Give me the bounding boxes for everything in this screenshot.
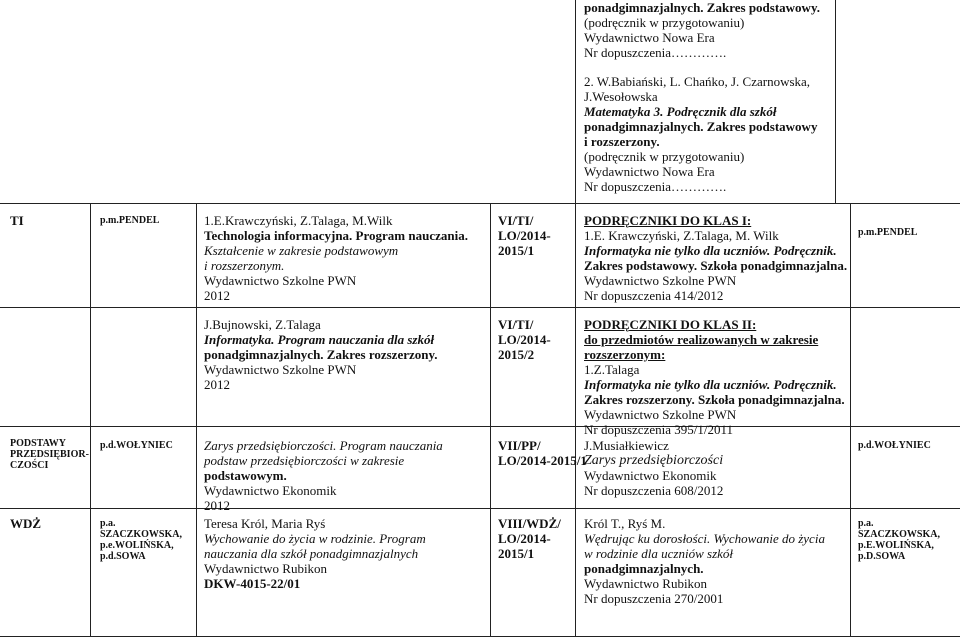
text-line: Informatyka nie tylko dla uczniów. Podręcznik.: [584, 377, 837, 392]
text-line: 2012: [204, 288, 230, 303]
subject-wdz: WDŻ: [10, 516, 42, 531]
text-line: 2012: [204, 377, 230, 392]
text-line: i rozszerzony.: [584, 134, 660, 149]
text-line: Nr dopuszczenia 270/2001: [584, 591, 724, 606]
text-line: 1.Z.Talaga: [584, 362, 640, 377]
text-line: PODSTAWY: [10, 438, 66, 449]
text-line: podstawowym.: [204, 468, 287, 483]
text-line: p.a.: [858, 518, 874, 529]
text-line: 2. W.Babiański, L. Chańko, J. Czarnowska,: [584, 74, 811, 89]
program-cell: [204, 213, 468, 303]
books-cell: [584, 438, 723, 498]
grid-line: [0, 307, 960, 308]
grid-line: [575, 203, 576, 637]
text-line: Wydawnictwo Szkolne PWN: [584, 273, 737, 288]
text-line: nauczania dla szkół ponadgimnazjalnych: [204, 546, 419, 561]
text-line: Wydawnictwo Ekonomik: [204, 483, 337, 498]
text-line: LO/2014-: [498, 332, 551, 347]
grid-line: [835, 0, 836, 203]
text-line: Informatyka. Program nauczania dla szkół: [204, 332, 435, 347]
text-line: J.Musiałkiewicz: [584, 438, 669, 453]
subject-pp: [10, 438, 89, 471]
text-line: Wydawnictwo Ekonomik: [584, 468, 717, 483]
text-line: SZACZKOWSKA,: [858, 529, 940, 540]
text-line: LO/2014-: [498, 531, 551, 546]
text-line: Wydawnictwo Szkolne PWN: [204, 362, 357, 377]
text-line: Wydawnictwo Rubikon: [204, 561, 328, 576]
text-line: (podręcznik w przygotowaniu): [584, 149, 745, 164]
text-line: PRZEDSIĘBIOR-: [10, 449, 89, 460]
program-number: [498, 516, 561, 561]
text-line: Zakres rozszerzony. Szkoła ponadgimnazjalna.: [584, 392, 845, 407]
subject-ti: TI: [10, 213, 24, 228]
books-cell: [584, 213, 847, 303]
text-line: 2015/1: [498, 243, 535, 258]
grid-line: [0, 203, 960, 204]
text-line: 2012: [204, 498, 230, 513]
text-line: Wydawnictwo Nowa Era: [584, 164, 715, 179]
grid-line: [0, 508, 960, 509]
text-line: (podręcznik w przygotowaniu): [584, 15, 745, 30]
text-line: Technologia informacyjna. Program nauczania.: [204, 228, 468, 243]
text-line: 2015/2: [498, 347, 535, 362]
text-line: p.D.SOWA: [858, 551, 906, 562]
text-line: VI/TI/: [498, 213, 534, 228]
text-line: DKW-4015-22/01: [204, 576, 301, 591]
text-line: Wydawnictwo Rubikon: [584, 576, 708, 591]
text-line: CZOŚCI: [10, 460, 49, 471]
text-line: 2015/1: [498, 546, 535, 561]
text-line: Nr dopuszczenia………….: [584, 179, 727, 194]
program-cell: [204, 516, 426, 591]
teacher: p.d.WOŁYNIEC: [100, 440, 173, 451]
text-line: Wędrując ku dorosłości. Wychowanie do życia: [584, 531, 825, 546]
text-line: Kształcenie w zakresie podstawowym: [204, 243, 399, 258]
grid-line: [490, 203, 491, 637]
text-line: Wydawnictwo Szkolne PWN: [204, 273, 357, 288]
text-line: i rozszerzonym.: [204, 258, 285, 273]
text-line: Matematyka 3. Podręcznik dla szkół: [584, 104, 777, 119]
text-line: p.E.WOLIŃSKA,: [858, 540, 934, 551]
text-line: LO/2014-2015/1: [498, 453, 587, 468]
text-line: ponadgimnazjalnych.: [584, 561, 704, 576]
program-number: [498, 317, 551, 362]
grid-line: [850, 203, 851, 637]
text-line: J.Bujnowski, Z.Talaga: [204, 317, 321, 332]
books-cell: [584, 317, 845, 437]
books-heading: PODRĘCZNIKI DO KLAS II:: [584, 317, 757, 332]
text-line: p.e.WOLIŃSKA,: [100, 540, 174, 551]
text-line: Nr dopuszczenia………….: [584, 45, 727, 60]
teacher-right: p.m.PENDEL: [858, 227, 918, 238]
text-line: Nr dopuszczenia 395/1/2011: [584, 422, 733, 437]
top-book-cell: [584, 0, 820, 194]
text-line: Teresa Król, Maria Ryś: [204, 516, 326, 531]
grid-line: [196, 203, 197, 637]
text-line: 1.E. Krawczyński, Z.Talaga, M. Wilk: [584, 228, 779, 243]
grid-line: [90, 203, 91, 637]
text-line: w rodzinie dla uczniów szkół: [584, 546, 734, 561]
text-line: ponadgimnazjalnych. Zakres rozszerzony.: [204, 347, 438, 362]
text-line: Nr dopuszczenia 608/2012: [584, 483, 724, 498]
program-number: [498, 213, 551, 258]
program-cell: [204, 317, 438, 392]
text-line: ponadgimnazjalnych. Zakres podstawowy: [584, 119, 818, 134]
text-line: VIII/WDŻ/: [498, 516, 561, 531]
text-line: Zarys przedsiębiorczości. Program nauczania: [204, 438, 443, 453]
text-line: VI/TI/: [498, 317, 534, 332]
text-line: 1.E.Krawczyński, Z.Talaga, M.Wilk: [204, 213, 393, 228]
text-line: VII/PP/: [498, 438, 541, 453]
text-line: Wydawnictwo Nowa Era: [584, 30, 715, 45]
text-line: rozszerzonym:: [584, 347, 666, 362]
text-line: J.Wesołowska: [584, 89, 658, 104]
text-line: LO/2014-: [498, 228, 551, 243]
text-line: p.a.: [100, 518, 116, 529]
teachers: [100, 518, 182, 562]
books-cell: [584, 516, 825, 606]
program-cell: [204, 438, 443, 513]
books-heading: PODRĘCZNIKI DO KLAS I:: [584, 213, 752, 228]
text-line: Król T., Ryś M.: [584, 516, 666, 531]
text-line: p.d.SOWA: [100, 551, 146, 562]
text-line: podstaw przedsiębiorczości w zakresie: [204, 453, 405, 468]
text-line: Wydawnictwo Szkolne PWN: [584, 407, 737, 422]
text-line: Wychowanie do życia w rodzinie. Program: [204, 531, 426, 546]
teacher-right: p.d.WOŁYNIEC: [858, 440, 931, 451]
grid-line: [575, 0, 576, 203]
text-line: Zakres podstawowy. Szkoła ponadgimnazjalna.: [584, 258, 848, 273]
text-line: do przedmiotów realizowanych w zakresie: [584, 332, 819, 347]
text-line: ponadgimnazjalnych. Zakres podstawowy.: [584, 0, 820, 15]
teacher: p.m.PENDEL: [100, 215, 160, 226]
text-line: Nr dopuszczenia 414/2012: [584, 288, 724, 303]
text-line: Informatyka nie tylko dla uczniów. Podręcznik.: [584, 243, 837, 258]
teachers-right: [858, 518, 940, 562]
program-number: [498, 438, 587, 468]
text-line: Zarys przedsiębiorczości: [584, 453, 724, 468]
text-line: SZACZKOWSKA,: [100, 529, 182, 540]
